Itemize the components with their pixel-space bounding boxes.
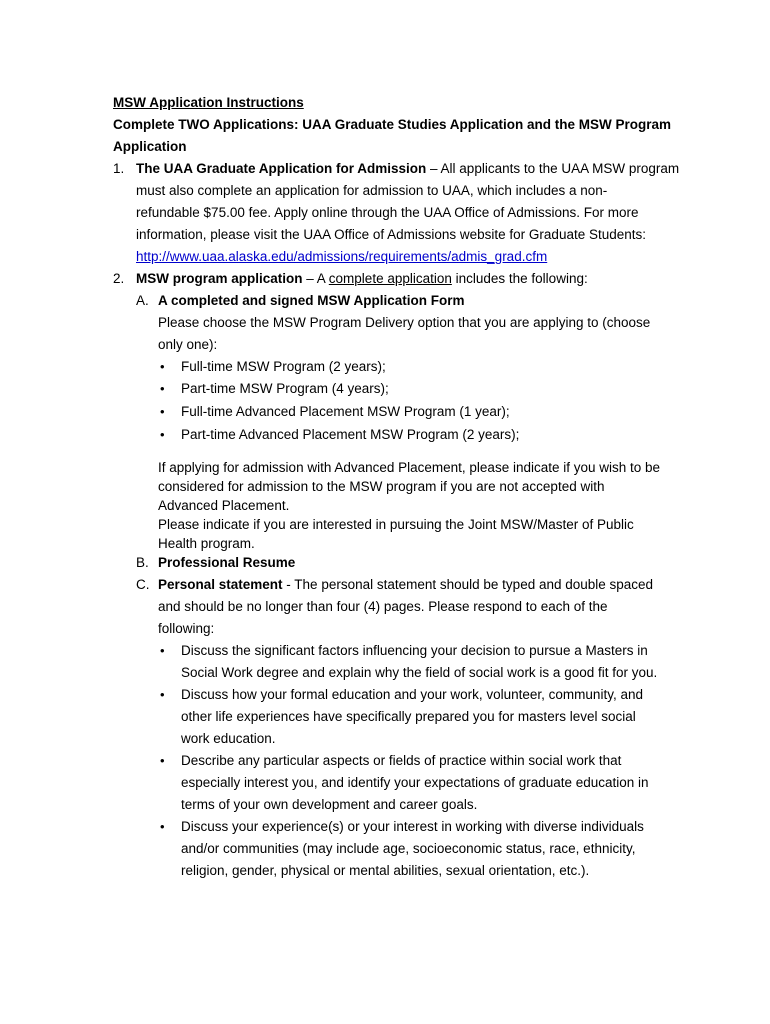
sectionC-letter: C. (136, 577, 150, 592)
program-option: Part-time Advanced Placement MSW Program (2 years); (181, 427, 520, 442)
statement-prompt-line: work education. (181, 731, 276, 746)
statement-prompt-line: terms of your own development and career goals. (181, 797, 478, 812)
sectionB-heading: Professional Resume (158, 555, 296, 570)
advanced-note-line1: If applying for admission with Advanced Placement, please indicate if you wish to be (158, 460, 661, 475)
item2-heading: MSW program application (136, 271, 303, 286)
sectionA-intro-line1: Please choose the MSW Program Delivery option that you are applying to (choose (158, 315, 651, 330)
sectionC-line2: and should be no longer than four (4) pages. Please respond to each of the (158, 599, 608, 614)
statement-prompt-line: Describe any particular aspects or fields of practice within social work that (181, 753, 622, 768)
item1-heading: The UAA Graduate Application for Admission (136, 161, 427, 176)
bullet-icon: • (160, 687, 165, 702)
statement-prompt-line: and/or communities (may include age, socioeconomic status, race, ethnicity, (181, 841, 636, 856)
joint-note-line2: Health program. (158, 536, 255, 551)
item1-line3: refundable $75.00 fee. Apply online through the UAA Office of Admissions. For more (136, 205, 639, 220)
item2-underlined: complete application (328, 271, 452, 286)
program-option: Full-time MSW Program (2 years); (181, 359, 386, 374)
bullet-icon: • (160, 643, 165, 658)
item2-first-line (136, 270, 588, 288)
bullet-icon: • (160, 753, 165, 768)
joint-note-line1: Please indicate if you are interested in pursuing the Joint MSW/Master of Public (158, 517, 634, 532)
statement-prompt-line: Discuss your experience(s) or your interest in working with diverse individuals (181, 819, 644, 834)
statement-prompt-line: especially interest you, and identify your expectations of graduate education in (181, 775, 649, 790)
admissions-link[interactable]: http://www.uaa.alaska.edu/admissions/requirements/admis_grad.cfm (136, 249, 548, 264)
document-title: MSW Application Instructions (113, 95, 304, 110)
item1-line1-text: – All applicants to the UAA MSW program (426, 161, 680, 176)
sectionC-heading: Personal statement (158, 577, 283, 592)
sectionA-intro-line2: only one): (158, 337, 218, 352)
sectionC-line1-text: - The personal statement should be typed and double spaced (282, 577, 654, 592)
sectionA-heading: A completed and signed MSW Application Form (158, 293, 465, 308)
sectionC-line3: following: (158, 621, 215, 636)
bullet-icon: • (160, 427, 165, 442)
statement-prompt-line: Social Work degree and explain why the field of social work is a good fit for you. (181, 665, 658, 680)
bullet-icon: • (160, 381, 165, 396)
item1-first-line (136, 160, 679, 178)
document-subtitle: Complete TWO Applications: UAA Graduate Studies Application and the MSW Program (113, 117, 672, 132)
statement-prompt-line: Discuss how your formal education and your work, volunteer, community, and (181, 687, 643, 702)
program-option: Full-time Advanced Placement MSW Program (1 year); (181, 404, 510, 419)
item2-dash: – A (302, 271, 329, 286)
bullet-icon: • (160, 359, 165, 374)
bullet-icon: • (160, 819, 165, 834)
sectionA-letter: A. (136, 293, 149, 308)
advanced-note-line2: considered for admission to the MSW program if you are not accepted with (158, 479, 605, 494)
item2-number: 2. (113, 271, 125, 286)
statement-prompt-line: Discuss the significant factors influencing your decision to pursue a Masters in (181, 643, 648, 658)
program-option: Part-time MSW Program (4 years); (181, 381, 389, 396)
sectionC-first-line (158, 576, 653, 594)
statement-prompt-line: other life experiences have specifically prepared you for masters level social (181, 709, 636, 724)
advanced-note-line3: Advanced Placement. (158, 498, 290, 513)
item1-line4: information, please visit the UAA Office of Admissions website for Graduate Students: (136, 227, 647, 242)
item1-line2: must also complete an application for admission to UAA, which includes a non- (136, 183, 608, 198)
sectionB-letter: B. (136, 555, 149, 570)
item2-rest: includes the following: (451, 271, 588, 286)
document-subtitle-cont: Application (113, 139, 187, 154)
item1-number: 1. (113, 161, 125, 176)
statement-prompt-line: religion, gender, physical or mental abilities, sexual orientation, etc.). (181, 863, 590, 878)
bullet-icon: • (160, 404, 165, 419)
